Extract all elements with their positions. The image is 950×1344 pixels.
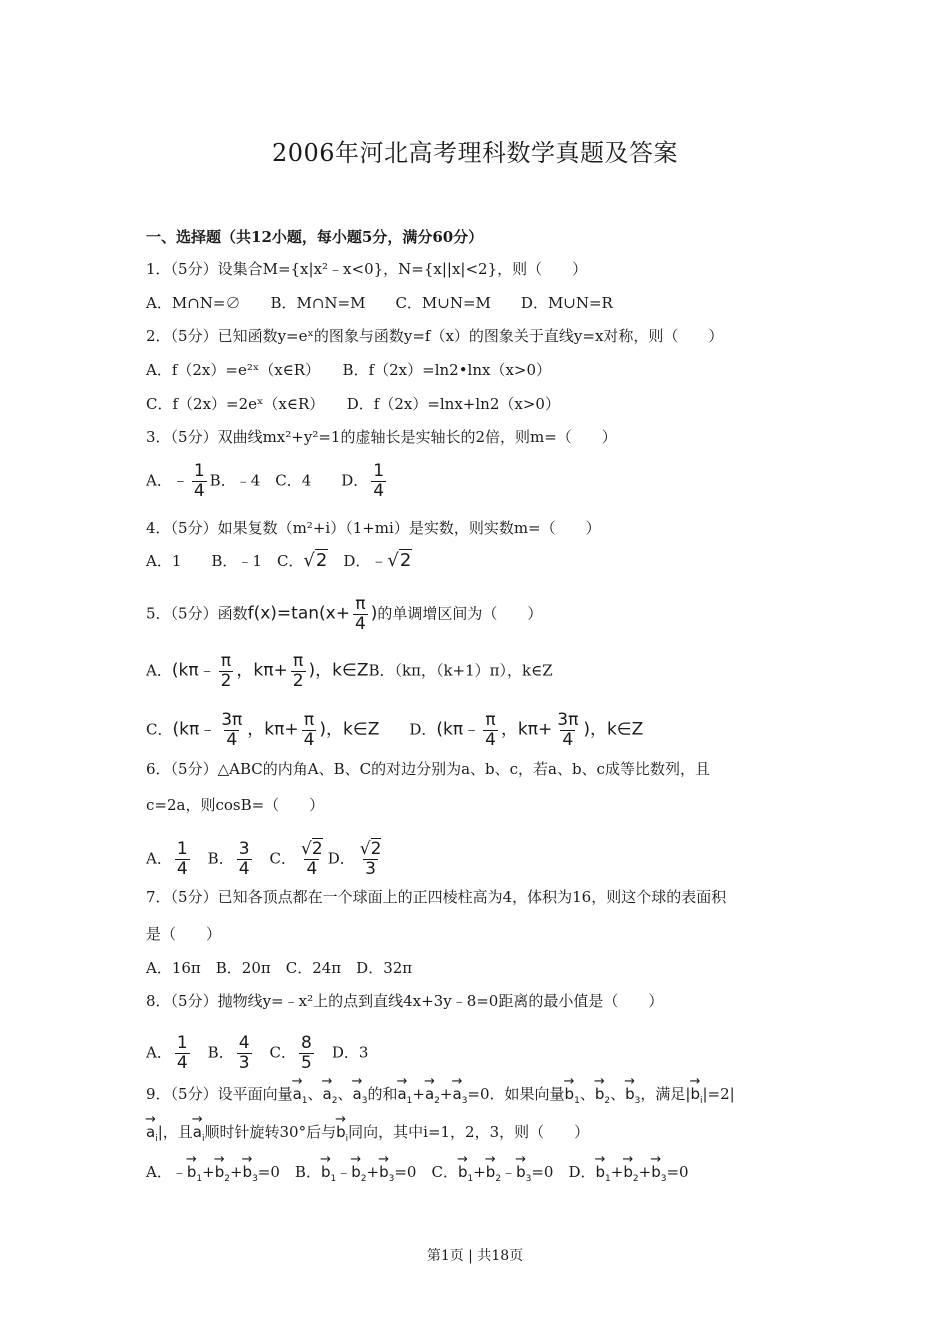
vector-letter: b: [320, 1163, 331, 1181]
question-7-stem-line1: 7．（5分）已知各顶点都在一个球面上的正四棱柱高为4，体积为16，则这个球的表面积: [146, 888, 727, 906]
option-label: B．: [279, 1163, 321, 1181]
numerator: 1: [373, 461, 385, 481]
vector-letter: b: [214, 1163, 225, 1181]
math: ，kπ+: [236, 660, 288, 681]
vector-b2: → $b_2$: [486, 1162, 501, 1189]
radicand: 2: [370, 839, 382, 859]
operator: =0: [257, 1163, 280, 1181]
question-5-stem: [146, 595, 542, 634]
vector-ai: → $a_i$: [193, 1122, 205, 1149]
operator: ﹣: [336, 1163, 352, 1181]
option-label: C．: [146, 720, 173, 739]
vector-letter: b: [379, 1163, 389, 1181]
operator: =0: [531, 1163, 554, 1181]
math: )，k∈Z: [319, 719, 380, 740]
stem-text: 5．（5分）函数: [146, 604, 248, 623]
sqrt: √2: [387, 550, 412, 571]
operator: +: [202, 1163, 215, 1181]
vector-letter: b: [595, 1163, 606, 1181]
numerator: 3π: [221, 710, 243, 730]
vector-a3: → $a_3$: [452, 1084, 467, 1111]
stem-text: 同向，其中i=1，2，3，则（ ）: [348, 1123, 590, 1141]
vector-letter: b: [516, 1163, 526, 1181]
question-2-stem: 2．（5分）已知函数y=eˣ的图象与函数y=f（x）的图象关于直线y=x对称，则（ ）: [146, 327, 724, 345]
denominator: 4: [193, 481, 205, 501]
option-label: C．: [254, 849, 297, 868]
section-heading: 一、选择题（共12小题，每小题5分，满分60分）: [146, 228, 484, 246]
option-text: D．3: [316, 1043, 369, 1062]
stem-text: =0．如果向量: [467, 1085, 565, 1103]
denominator: 4: [306, 859, 318, 879]
vector-a2: → $a_2$: [425, 1084, 440, 1111]
vector-letter: b: [336, 1123, 346, 1141]
math: )，k∈Z: [308, 660, 369, 681]
denominator: 4: [238, 859, 250, 879]
vector-bi: → $b_i$: [336, 1122, 348, 1149]
page-footer: 第1页 | 共18页: [426, 1248, 524, 1264]
numerator: √2: [301, 839, 323, 859]
math: ，kπ+: [500, 719, 553, 740]
vector-b3: → $b_3$: [516, 1162, 531, 1189]
fraction: [358, 840, 384, 879]
numerator: 4: [238, 1033, 250, 1053]
fraction: [299, 840, 325, 879]
vector-letter: b: [623, 1163, 633, 1181]
vector-letter: a: [192, 1123, 202, 1141]
fraction: [175, 840, 190, 879]
stem-text: 的单调增区间为（ ）: [377, 604, 543, 623]
question-1-stem: 1．（5分）设集合M={x|x²﹣x<0}，N={x||x|<2}，则（ ）: [146, 260, 588, 278]
option-label: A．: [146, 471, 172, 490]
numerator: 1: [176, 1033, 188, 1053]
question-6-options: [146, 840, 386, 879]
denominator: 4: [485, 730, 496, 750]
question-5-options-ab: [146, 652, 553, 691]
question-6-stem-line1: 6．（5分）△ABC的内角A、B、C的对边分别为a、b、c，若a、b、c成等比数列，且: [146, 760, 710, 778]
fraction: [483, 711, 498, 750]
fraction: [555, 711, 580, 750]
vector-letter: b: [242, 1163, 253, 1181]
option-label: A．﹣: [146, 1163, 187, 1181]
stem-text: |=2|: [702, 1085, 735, 1103]
option-label: D．: [327, 849, 355, 868]
vector-a1: → $a_1$: [293, 1084, 308, 1111]
option-label: B．: [192, 849, 234, 868]
numerator: π: [355, 594, 366, 614]
question-8-stem: 8．（5分）抛物线y=﹣x²上的点到直线4x+3y﹣8=0距离的最小值是（ ）: [146, 992, 664, 1010]
stem-text: 顺时针旋转30°后与: [204, 1123, 337, 1141]
vector-letter: b: [457, 1163, 468, 1181]
vector-b2: → $b_2$: [595, 1084, 610, 1111]
denominator: 4: [354, 614, 366, 634]
numerator: π: [293, 651, 304, 671]
vector-b1: → $b_1$: [458, 1162, 473, 1189]
fraction: [302, 711, 317, 750]
math: (kπ﹣: [172, 719, 217, 740]
option-label: C．: [254, 1043, 297, 1062]
vector-letter: b: [625, 1085, 635, 1103]
option-label: A．: [146, 661, 172, 680]
numerator: 3: [238, 839, 250, 859]
vector-letter: b: [351, 1163, 361, 1181]
radicand: 2: [315, 550, 328, 571]
denominator: 4: [176, 859, 188, 879]
vector-letter: b: [690, 1085, 700, 1103]
fraction: [219, 652, 234, 691]
fraction: [353, 595, 368, 634]
question-6-stem-line2: c=2a，则cosB=（ ）: [146, 796, 325, 814]
option-label: D．: [553, 1163, 596, 1181]
option-text: B．（kπ，（k+1）π），k∈Z: [368, 661, 553, 680]
operator: +: [610, 1163, 624, 1181]
vector-letter: b: [564, 1085, 575, 1103]
vector-letter: b: [485, 1163, 496, 1181]
stem-text: +: [412, 1085, 425, 1103]
fraction: [237, 1034, 252, 1073]
option-label: A．: [146, 1043, 172, 1062]
minus-sign: ﹣: [171, 470, 189, 491]
fraction: [237, 840, 252, 879]
vector-a2: → $a_2$: [323, 1084, 338, 1111]
denominator: 4: [562, 730, 574, 750]
question-7-options: A．16π B．20π C．24π D．32π: [146, 959, 413, 977]
vector-b1: → $b_1$: [565, 1084, 580, 1111]
denominator: 4: [176, 1053, 188, 1073]
denominator: 5: [301, 1053, 312, 1073]
question-3-stem: 3．（5分）双曲线mx²+y²=1的虚轴长是实轴长的2倍，则m=（ ）: [146, 428, 617, 446]
denominator: 2: [220, 671, 232, 691]
question-9-stem-line2: [146, 1122, 589, 1149]
vector-b1: → $b_1$: [596, 1162, 611, 1189]
vector-letter: a: [146, 1123, 156, 1141]
denominator: 3: [365, 859, 376, 879]
question-4-stem: 4．（5分）如果复数（m²+i）（1+mi）是实数，则实数m=（ ）: [146, 519, 601, 537]
vector-letter: a: [397, 1085, 407, 1103]
vector-ai: → $a_i$: [146, 1122, 158, 1149]
function-expr: f(x)=tan(x+: [247, 603, 350, 624]
numerator: √2: [359, 839, 382, 859]
radicand: 2: [399, 550, 412, 571]
numerator: π: [303, 710, 315, 730]
vector-letter: a: [292, 1085, 302, 1103]
stem-text: +: [439, 1085, 453, 1103]
numerator: 8: [301, 1033, 312, 1053]
question-5-options-cd: [146, 711, 643, 750]
option-label: C．: [416, 1163, 458, 1181]
math: (kπ﹣: [171, 660, 216, 681]
vector-a1: → $a_1$: [397, 1084, 412, 1111]
numerator: 1: [193, 461, 205, 481]
vector-letter: b: [186, 1163, 197, 1181]
vector-letter: a: [424, 1085, 435, 1103]
question-9-stem-line1: [146, 1084, 735, 1111]
vector-b2: → $b_2$: [351, 1162, 366, 1189]
question-2-options-ab: A．f（2x）=e²ˣ（x∈R） B．f（2x）=ln2•lnx（x>0）: [146, 361, 552, 379]
vector-b3: → $b_3$: [379, 1162, 394, 1189]
vector-letter: b: [594, 1085, 605, 1103]
math: )，k∈Z: [583, 719, 644, 740]
stem-text: 的和: [367, 1085, 398, 1103]
option-label: B．: [192, 1043, 234, 1062]
fraction: [192, 462, 207, 501]
question-9-options: [146, 1162, 689, 1189]
vector-letter: a: [322, 1085, 332, 1103]
option-label: D．: [379, 720, 437, 739]
option-label: A．: [146, 849, 172, 868]
operator: =0: [394, 1163, 417, 1181]
fraction: [299, 1034, 314, 1073]
denominator: 3: [238, 1053, 250, 1073]
vector-a3: → $a_3$: [353, 1084, 368, 1111]
vector-b1: → $b_1$: [321, 1162, 336, 1189]
vector-bi: → $b_i$: [690, 1084, 702, 1111]
question-7-stem-line2: 是（ ）: [146, 925, 222, 943]
math: ，kπ+: [247, 719, 299, 740]
numerator: 1: [176, 839, 188, 859]
radicand: 2: [311, 839, 323, 859]
numerator: 3π: [557, 710, 579, 730]
fraction: [219, 711, 244, 750]
operator: +: [638, 1163, 652, 1181]
denominator: 2: [292, 671, 304, 691]
vector-b3: → $b_3$: [243, 1162, 258, 1189]
operator: ﹣: [501, 1163, 517, 1181]
question-8-options: [146, 1034, 368, 1073]
operator: +: [473, 1163, 486, 1181]
fraction: [291, 652, 306, 691]
vector-b1: → $b_1$: [187, 1162, 202, 1189]
numerator: π: [485, 710, 496, 730]
paren: ): [370, 603, 378, 624]
page-title: 2006年河北高考理科数学真题及答案: [271, 139, 679, 167]
vector-b2: → $b_2$: [623, 1162, 638, 1189]
fraction: [371, 462, 386, 501]
stem-text: 、: [579, 1085, 595, 1103]
vector-letter: b: [651, 1163, 661, 1181]
fraction: [175, 1034, 190, 1073]
option-text: D．: [328, 552, 371, 570]
stem-text: |，且: [157, 1123, 193, 1141]
option-text: B．﹣4 C．4 D．: [209, 471, 369, 490]
option-text: A．1 B．﹣1 C．: [146, 552, 304, 570]
denominator: 4: [373, 481, 385, 501]
stem-text: 、: [610, 1085, 626, 1103]
vector-b3: → $b_3$: [651, 1162, 666, 1189]
question-2-options-cd: C．f（2x）=2eˣ（x∈R） D．f（2x）=lnx+ln2（x>0）: [146, 395, 560, 413]
question-3-options: [146, 462, 389, 501]
question-1-options: A．M∩N=∅ B．M∩N=M C．M∪N=M D．M∪N=R: [146, 294, 613, 312]
question-4-options: [146, 551, 412, 571]
stem-text: 、: [337, 1085, 353, 1103]
stem-text: 9．（5分）设平面向量: [146, 1085, 293, 1103]
vector-letter: a: [452, 1085, 462, 1103]
numerator: π: [220, 651, 232, 671]
vector-letter: a: [352, 1085, 362, 1103]
stem-text: 、: [307, 1085, 323, 1103]
operator: =0: [666, 1163, 689, 1181]
denominator: 4: [226, 730, 238, 750]
denominator: 4: [303, 730, 315, 750]
vector-b3: → $b_3$: [625, 1084, 640, 1111]
vector-b2: → $b_2$: [215, 1162, 230, 1189]
stem-text: ，满足|: [640, 1085, 691, 1103]
operator: +: [366, 1163, 380, 1181]
operator: +: [229, 1163, 243, 1181]
math: (kπ﹣: [436, 719, 481, 740]
sqrt: √2: [303, 550, 328, 571]
minus-sign: ﹣: [370, 551, 388, 571]
